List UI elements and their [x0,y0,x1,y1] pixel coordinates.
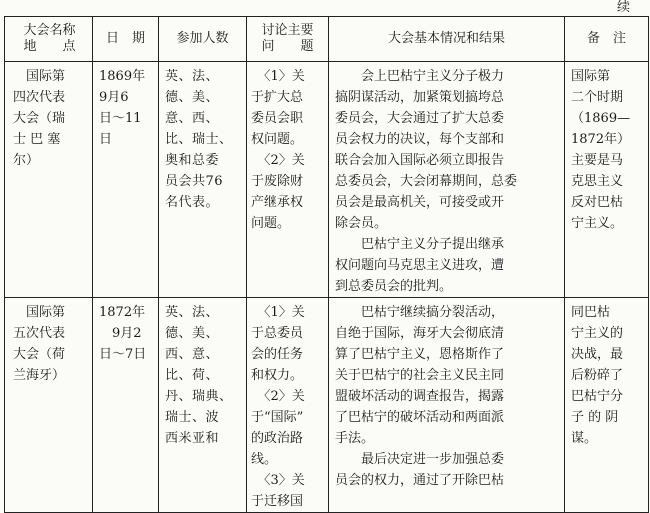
cell-date: 1872年 9月2 日～7日 [93,298,159,513]
header-date: 日 期 [93,17,159,62]
cell-topics: 〈1〉关 于总委员 会的任务 和权力。 〈2〉关 于“国际” 的政治路 线。 〈3〉关 于迁移国 [247,298,329,513]
cell-topics: 〈1〉关 于扩大总 委员会职 权问题。 〈2〉关 于废除财 产继承权 问题。 [247,62,329,298]
header-results: 大会基本情况和结果 [329,17,565,62]
cell-date: 1869年 9月6 日～11 日 [93,62,159,298]
cell-name: 国际第 五次代表 大会（荷 兰海牙） [5,298,93,513]
cell-participants: 英、法、 德、美、 西、意、 比、荷、 丹、瑞典、 瑞士、波 西米亚和 [159,298,247,513]
header-participants: 参加人数 [159,17,247,62]
table-row [5,298,649,513]
cell-results: 会上巴枯宁主义分子极力 搞阴谋活动，加紧策划搞垮总 委员会，大会通过了扩大总委 员会权力的决议，每个支部和 联合会加入国际必须立即报告 总委员会，大会闭幕期间，总委 员会是最高机关，可接受或开 除会员。 巴枯宁主义分子提出继承 权问题向马克思主义进攻，遭 到总委员会的批判。 [329,62,565,298]
header-topics: 讨论主要 问 题 [247,17,329,62]
table-row [5,62,649,298]
cell-notes: 国际第 二个时期 （1869— 1872年） 主要是马 克思主义 反对巴枯 宁主义。 [565,62,649,298]
header-name-location: 大会名称 地 点 [5,17,93,62]
continued-label: 续 [616,0,630,15]
cell-notes: 同巴枯 宁主义的 决战，最 后粉碎了 巴枯宁分 子 的 阴 谋。 [565,298,649,513]
cell-name: 国际第 四次代表 大会（瑞 士 巴 塞 尔） [5,62,93,298]
cell-results: 巴枯宁继续搞分裂活动， 自绝于国际，海牙大会彻底清 算了巴枯宁主义，恩格斯作了 关于巴枯宁的社会主义民主同 盟破坏活动的调查报告，揭露 了巴枯宁的破坏活动和两面派 手法。 最后决定进一步加强总委 员会的权力，通过了开除巴枯 [329,298,565,513]
header-notes: 备 注 [565,17,649,62]
table-header-row [5,17,649,62]
history-table [4,16,649,513]
cell-participants: 英、法、 德、美、 意、西、 比、瑞士、 奥和总委 员会共76 名代表。 [159,62,247,298]
